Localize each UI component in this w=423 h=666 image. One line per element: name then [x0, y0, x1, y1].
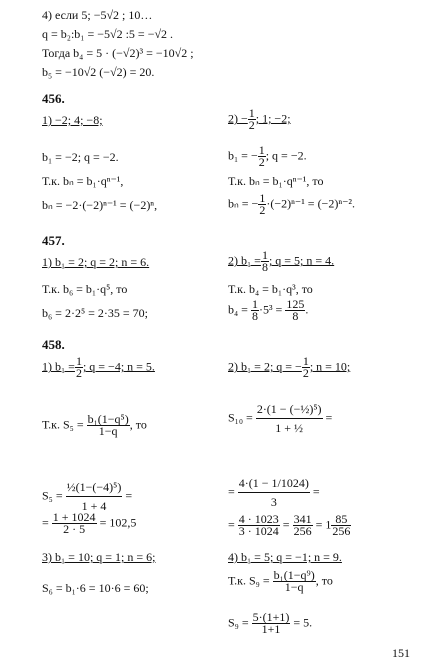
denominator: 2 · 5 — [63, 522, 86, 536]
denominator: 2 — [302, 366, 309, 380]
text: bₙ = − — [228, 196, 259, 211]
numerator: 125 — [286, 297, 305, 311]
text: = — [228, 517, 235, 532]
fraction — [285, 299, 305, 322]
text: , то — [129, 417, 147, 432]
text: 2) − — [228, 111, 248, 126]
numerator: 85 — [331, 514, 351, 526]
fraction — [293, 514, 313, 537]
denominator: 2 — [248, 118, 255, 132]
formula-line — [42, 512, 136, 535]
text: Т.к. S₉ = — [228, 573, 270, 588]
fraction — [87, 414, 130, 437]
text-line — [228, 299, 308, 322]
numerator: b₁(1−q⁵) — [87, 412, 129, 426]
numerator: 1 + 1024 — [52, 510, 96, 524]
text: = — [312, 484, 320, 499]
numerator: 1 — [259, 191, 266, 205]
text: b₄ = — [228, 302, 248, 317]
text-line: 4) если 5; −5√2 ; 10… — [42, 8, 153, 22]
formula-line — [228, 612, 312, 635]
text: ; q = 5; n = 4. — [268, 253, 335, 268]
problem-condition: 4) b₁ = 5; q = −1; n = 9. — [228, 550, 342, 564]
fraction — [52, 512, 97, 535]
formula-line — [228, 400, 332, 437]
fraction — [258, 145, 266, 168]
text-line: S₆ = b₁·6 = 10·6 = 60; — [42, 581, 149, 595]
text-line: Т.к. b₄ = b₁·q³, то — [228, 282, 313, 296]
text: = — [325, 410, 333, 425]
text: = 5. — [293, 615, 313, 630]
numerator: 1 — [261, 248, 268, 262]
text: b₁ = − — [228, 148, 258, 163]
fraction — [75, 356, 83, 379]
text: ·5³ = — [258, 302, 283, 317]
numerator: 1 — [258, 143, 265, 157]
text: = — [42, 515, 49, 530]
denominator: 3 · 1024 — [238, 524, 279, 538]
fraction — [251, 299, 259, 322]
text: S₁₀ = — [228, 410, 253, 425]
text: ; 1; −2; — [255, 111, 291, 126]
text: , то — [315, 573, 333, 588]
numerator: 4·(1 − 1/1024) — [238, 474, 310, 493]
numerator: 341 — [293, 512, 312, 526]
formula-line — [228, 514, 351, 537]
numerator: 1 — [248, 106, 255, 120]
fraction — [238, 514, 280, 537]
text-line: Т.к. bₙ = b₁·qⁿ⁻¹, то — [228, 174, 324, 188]
text: = 1 — [315, 517, 332, 532]
formula-line — [228, 570, 333, 593]
denominator: 1−q — [284, 580, 304, 594]
text-line: bₙ = −2·(−2)ⁿ⁻¹ = (−2)ⁿ, — [42, 198, 158, 212]
text-line: b₅ = −10√2 (−√2) = 20. — [42, 65, 155, 79]
numerator: b₁(1−q⁹) — [273, 568, 315, 582]
text: ·(−2)ⁿ⁻¹ = (−2)ⁿ⁻². — [266, 196, 356, 211]
numerator: 1 — [302, 354, 309, 368]
numerator: ½(1−(−4)⁵) — [66, 478, 123, 497]
problem-number: 458. — [42, 337, 65, 352]
numerator: 1 — [251, 297, 258, 311]
text-line — [228, 193, 355, 216]
fraction — [331, 514, 351, 537]
text-line: Тогда b₄ = 5 · (−√2)³ = −10√2 ; — [42, 46, 194, 60]
fraction — [302, 356, 310, 379]
denominator: 256 — [332, 524, 351, 538]
text: = — [228, 484, 235, 499]
problem-condition: 1) −2; 4; −8; — [42, 113, 103, 127]
denominator: 8 — [261, 260, 268, 274]
text: ; n = 10; — [309, 359, 351, 374]
text: 2) b₁ = 2; q = − — [228, 359, 302, 374]
text: S₅ = — [42, 488, 63, 503]
denominator: 2 — [258, 155, 265, 169]
text-line: b₁ = −2; q = −2. — [42, 150, 119, 164]
text: 2) b₁ = — [228, 253, 261, 268]
text-line: b₆ = 2·2⁵ = 2·35 = 70; — [42, 306, 148, 320]
text-line: q = b₂:b₁ = −5√2 :5 = −√2 . — [42, 27, 174, 41]
text: S₉ = — [228, 615, 249, 630]
text-line — [228, 145, 307, 168]
problem-number: 456. — [42, 91, 65, 106]
numerator: 2·(1 − (−½)⁵) — [256, 400, 323, 419]
formula-line — [42, 414, 147, 437]
fraction — [273, 570, 316, 593]
fraction — [238, 474, 310, 511]
problem-condition — [228, 356, 350, 379]
text-line: Т.к. bₙ = b₁·qⁿ⁻¹, — [42, 174, 124, 188]
fraction — [261, 250, 269, 273]
denominator: 1 + ½ — [275, 421, 304, 435]
numerator: 5·(1+1) — [252, 610, 290, 624]
denominator: 8 — [292, 309, 299, 323]
text: Т.к. S₅ = — [42, 417, 84, 432]
denominator: 1−q — [98, 424, 118, 438]
fraction — [248, 108, 256, 131]
numerator: 1 — [75, 354, 82, 368]
denominator: 3 — [270, 495, 277, 509]
denominator: 1+1 — [261, 622, 281, 636]
denominator: 8 — [251, 309, 258, 323]
text: = — [282, 517, 290, 532]
text: ; q = −2. — [265, 148, 307, 163]
problem-number: 457. — [42, 233, 65, 248]
problem-condition — [42, 356, 155, 379]
problem-condition: 3) b₁ = 10; q = 1; n = 6; — [42, 550, 156, 564]
denominator: 1 + 4 — [81, 499, 107, 513]
text: = 102,5 — [99, 515, 137, 530]
problem-condition — [228, 250, 334, 273]
formula-line — [228, 474, 320, 511]
denominator: 256 — [293, 524, 312, 538]
text-line: Т.к. b₆ = b₁·q⁵, то — [42, 282, 128, 296]
text: = — [125, 488, 133, 503]
denominator: 2 — [75, 366, 82, 380]
fraction — [252, 612, 291, 635]
page-number: 151 — [392, 646, 410, 660]
denominator: 2 — [259, 203, 266, 217]
text: ; q = −4; n = 5. — [82, 359, 155, 374]
fraction — [256, 400, 323, 437]
problem-condition — [228, 108, 291, 131]
problem-condition: 1) b₁ = 2; q = 2; n = 6. — [42, 255, 150, 269]
text: 1) b₁ = — [42, 359, 75, 374]
numerator: 4 · 1023 — [238, 512, 279, 526]
text: . — [305, 302, 309, 317]
